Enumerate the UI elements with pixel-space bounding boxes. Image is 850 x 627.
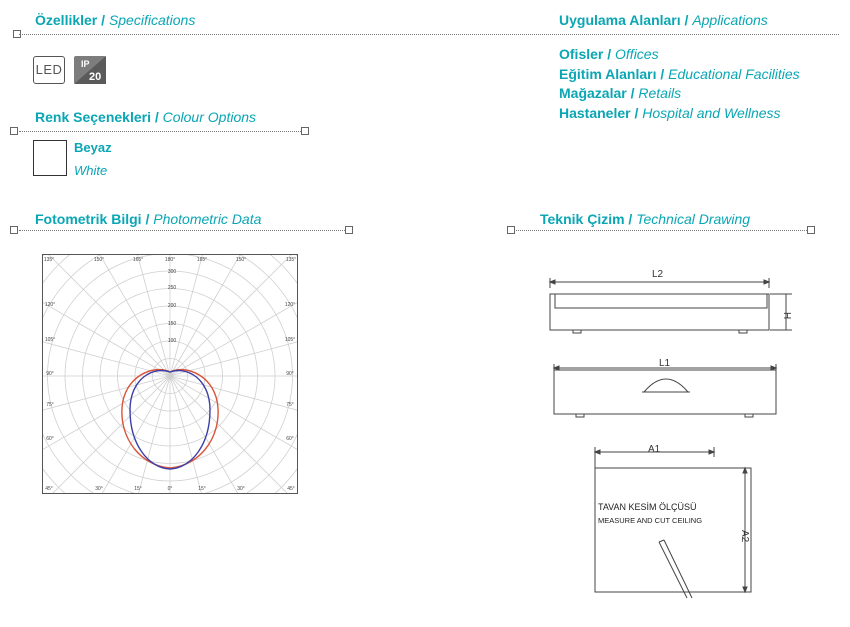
specifications-heading <box>35 12 195 28</box>
applications-heading-en: Applications <box>692 12 768 28</box>
application-item <box>559 45 800 65</box>
technical-drawing <box>540 262 800 602</box>
dim-h: H <box>781 312 792 320</box>
polar-bottom-label: 30° <box>237 486 245 492</box>
polar-bottom-label: 0° <box>167 486 173 492</box>
application-item-tr: Eğitim Alanları / <box>559 65 665 82</box>
photometric-heading-en: Photometric Data <box>153 211 262 227</box>
polar-side-label: 120° <box>284 302 296 308</box>
section-marker <box>507 226 515 234</box>
section-marker <box>345 226 353 234</box>
led-icon-label: LED <box>35 62 63 77</box>
photometric-heading-tr: Fotometrik Bilgi / <box>35 211 150 227</box>
application-item-en: Educational Facilities <box>668 65 800 82</box>
colour-swatch-white <box>33 140 67 176</box>
ip-label-top: IP <box>81 59 90 69</box>
polar-side-label: 90° <box>286 371 294 377</box>
photometric-heading <box>35 211 261 227</box>
section-marker <box>301 127 309 135</box>
application-item-en: Retails <box>638 85 682 101</box>
colour-options-heading <box>35 109 256 125</box>
polar-side-label: 105° <box>284 337 296 343</box>
application-item-tr: Mağazalar / <box>559 85 635 101</box>
divider <box>19 34 839 35</box>
technical-heading <box>540 211 750 227</box>
colour-name-tr: Beyaz <box>74 140 112 155</box>
polar-top-label: 135° <box>285 257 297 263</box>
polar-side-label: 90° <box>46 371 54 377</box>
applications-heading <box>559 12 768 28</box>
application-item-en: Offices <box>615 46 659 62</box>
colour-options-heading-tr: Renk Seçenekleri / <box>35 109 159 125</box>
section-marker <box>10 127 18 135</box>
side-view-drawing <box>550 278 792 333</box>
technical-heading-en: Technical Drawing <box>636 211 751 227</box>
polar-side-label: 60° <box>46 436 54 442</box>
colour-options-heading-en: Colour Options <box>162 109 257 125</box>
polar-chart <box>42 254 298 494</box>
section-marker <box>10 226 18 234</box>
polar-top-label: 150° <box>93 257 105 263</box>
divider <box>19 230 345 231</box>
polar-bottom-label: 15° <box>134 486 142 492</box>
polar-bottom-label: 15° <box>198 486 206 492</box>
polar-top-label: 135° <box>43 257 55 263</box>
specifications-heading-en: Specifications <box>108 12 196 28</box>
polar-side-label: 105° <box>44 337 56 343</box>
polar-top-label: 165° <box>132 257 144 263</box>
ip-label-bottom: 20 <box>89 71 102 83</box>
polar-radial-label: 200 <box>167 303 177 309</box>
applications-list <box>559 45 800 123</box>
application-item <box>559 84 800 104</box>
section-marker <box>807 226 815 234</box>
technical-heading-tr: Teknik Çizim / <box>540 211 633 227</box>
polar-top-label: 180° <box>164 257 176 263</box>
application-item-tr: Ofisler / <box>559 46 612 62</box>
application-item <box>559 65 800 85</box>
application-item-en: Hospital and Wellness <box>642 104 781 121</box>
applications-heading-tr: Uygulama Alanları / <box>559 12 689 28</box>
polar-top-label: 150° <box>235 257 247 263</box>
polar-radial-label: 150 <box>167 321 177 327</box>
polar-radial-label: 300 <box>167 269 177 275</box>
front-view-drawing <box>554 364 776 417</box>
polar-side-label: 75° <box>286 402 294 408</box>
polar-top-label: 165° <box>196 257 208 263</box>
polar-radial-label: 250 <box>167 285 177 291</box>
polar-bottom-label: 45° <box>287 486 295 492</box>
ceiling-cut-label-tr: TAVAN KESİM ÖLÇÜSÜ <box>598 502 697 512</box>
polar-bottom-label: 30° <box>95 486 103 492</box>
polar-side-label: 120° <box>44 302 56 308</box>
polar-side-label: 60° <box>286 436 294 442</box>
application-item-tr: Hastaneler / <box>559 104 639 121</box>
divider <box>516 230 807 231</box>
dim-l1: L1 <box>659 358 671 369</box>
polar-side-label: 75° <box>46 402 54 408</box>
application-item <box>559 104 800 124</box>
dim-l2: L2 <box>652 269 664 280</box>
polar-bottom-label: 45° <box>45 486 53 492</box>
led-icon <box>33 56 65 84</box>
ceiling-cut-label-en: MEASURE AND CUT CEILING <box>598 516 703 525</box>
specifications-heading-tr: Özellikler / <box>35 12 106 28</box>
divider <box>19 131 301 132</box>
ip20-icon <box>74 56 106 84</box>
polar-radial-label: 100 <box>167 338 177 344</box>
dim-a2: A2 <box>739 530 750 543</box>
colour-name-en: White <box>74 163 108 178</box>
dim-a1: A1 <box>648 444 661 455</box>
